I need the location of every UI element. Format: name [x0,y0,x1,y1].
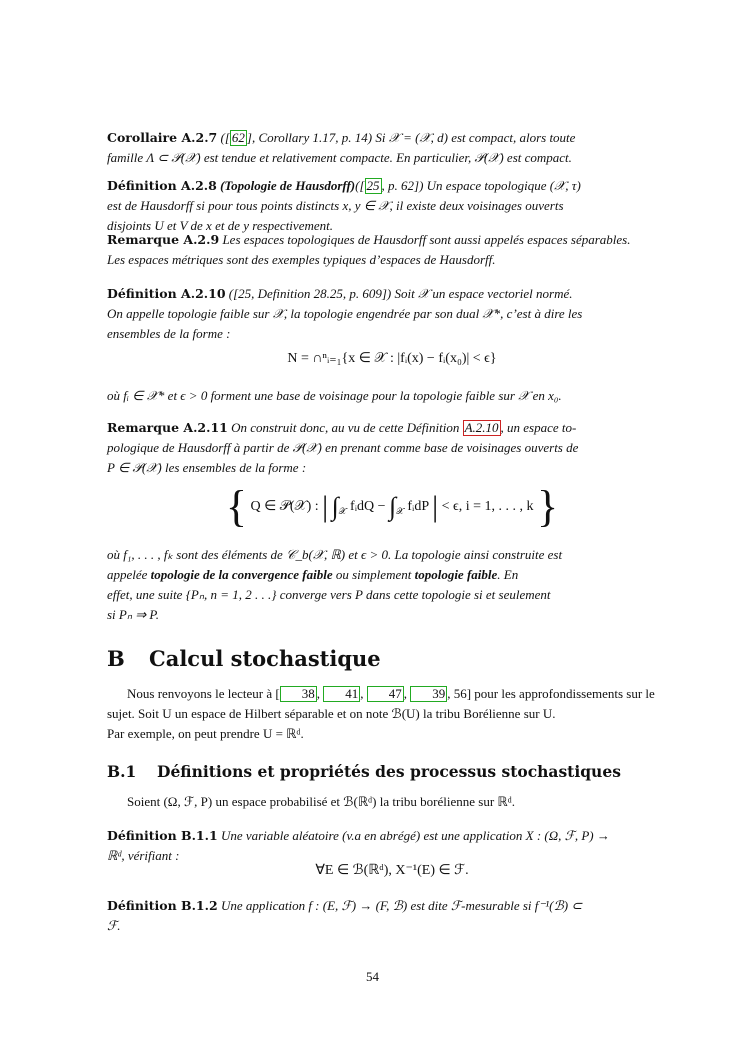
definition-text: Une variable aléatoire (v.a en abrégé) est une application X : (Ω, ℱ, P) → [220,828,610,843]
definition-title: (Topologie de Hausdorff) [220,178,356,193]
citation-link[interactable]: 25 [366,178,380,193]
corollary-a27 [107,128,677,168]
remark-a29 [107,230,677,270]
definition-b11 [107,826,677,866]
equation-weak-topology: N = ∩ⁿᵢ₌₁{x ∈ 𝒳 : |fᵢ(x) − fᵢ(x₀)| < ϵ} [287,351,497,366]
citation-link[interactable]: 62 [231,130,245,145]
definition-lead: Définition B.1.2 [107,898,218,913]
section-b1-intro: Soient (Ω, ℱ, P) un espace probabilisé et ℬ(ℝᵈ) la tribu borélienne sur ℝᵈ. [127,794,516,809]
definition-lead: Définition A.2.10 [107,286,226,301]
corollary-lead: Corollaire A.2.7 [107,130,218,145]
definition-a28 [107,176,677,236]
remark-lead: Remarque A.2.9 [107,232,220,247]
equation-neighbourhood: { Q ∈ 𝒫(𝒳) : | $\int_𝒳$ fᵢdQ − $\int_𝒳$ fᵢdP | < ϵ, i = 1, . . . , k } [225,482,559,531]
left-brace: { [225,482,247,531]
definition-line2: ℱ. [107,918,121,933]
definition-line2: est de Hausdorff si pour tous points distincts x, y ∈ 𝒳, il existe deux voisinages ouverts [107,198,564,213]
definition-text: ([25, Definition 28.25, p. 609]) Soit 𝒳 un espace vectoriel normé. [228,286,573,301]
term-weak-convergence: topologie de la convergence faible [150,567,333,582]
definition-line3: disjoints U et V de x et de y respectivement. [107,218,333,233]
remark-lead: Remarque A.2.11 [107,420,228,435]
citation-link[interactable]: 39 [410,686,447,702]
equation-measurability: ∀E ∈ ℬ(ℝᵈ), X⁻¹(E) ∈ ℱ. [315,863,469,878]
right-brace: } [536,482,559,531]
citation-link[interactable]: 38 [280,686,317,702]
remark-a211-after: où f₁, . . . , fₖ sont des éléments de 𝒞_b(𝒳, ℝ) et ϵ > 0. La topologie ainsi construite est appelée topologie de la convergence faible ou simplement topologie faible. En effet, une suite {Pₙ, n = 1, 2 . . .} converge vers P dans cette topologie si et seulement si Pₙ ⇒ P. [107,547,563,622]
remark-line3: P ∈ 𝒫(𝒳) les ensembles de la forme : [107,460,307,475]
corollary-text: ([ 62 ], Corollary 1.17, p. 14) Si 𝒳 = (𝒳, d) est compact, alors toute [220,130,576,145]
remark-text: Les espaces topologiques de Hausdorff sont aussi appelés espaces séparables. [222,232,631,247]
definition-text: ([ 25 , p. 62]) Un espace topologique (𝒳, τ) [355,178,581,193]
citation-link[interactable]: 41 [323,686,360,702]
term-weak-topology: topologie faible [414,567,498,582]
corollary-line2: famille Λ ⊂ 𝒫(𝒳) est tendue et relativement compacte. En particulier, 𝒫(𝒳) est compact. [107,150,572,165]
section-b-paragraph: Nous renvoyons le lecteur à [ 38 , 41 , 47 , 39 , 56] pour les approfondissements sur le sujet. Soit U un espace de Hilbert séparable et on note ℬ(U) la tribu Borélienne sur U. Par exemple, on peut prendre U = ℝᵈ. [107,686,655,741]
definition-text: Une application f : (E, ℱ) → (F, ℬ) est dite ℱ-mesurable si f⁻¹(ℬ) ⊂ [220,898,583,913]
cross-reference-link[interactable]: A.2.10 [464,420,499,435]
section-heading-b: B Calcul stochastique [107,646,381,671]
remark-line2: pologique de Hausdorff à partir de 𝒫(𝒳) en prenant comme base de voisinages ouverts de [107,440,579,455]
definition-lead: Définition B.1.1 [107,828,218,843]
definition-a210 [107,284,677,344]
remark-a211 [107,418,677,478]
remark-text: On construit donc, au vu de cette Définition A.2.10 , un espace to- [231,420,577,435]
remark-line2: Les espaces métriques sont des exemples typiques d’espaces de Hausdorff. [107,252,496,267]
definition-line2: On appelle topologie faible sur 𝒳, la topologie engendrée par son dual 𝒳*, c’est à dire les [107,306,583,321]
definition-lead: Définition A.2.8 [107,178,217,193]
section-heading-b1: B.1 Définitions et propriétés des processus stochastiques [107,762,621,781]
definition-line2: ℝᵈ, vérifiant : [107,848,180,863]
page-number: 54 [366,969,379,984]
citation-link[interactable]: 47 [367,686,404,702]
definition-line3: ensembles de la forme : [107,326,231,341]
definition-b12 [107,896,677,936]
definition-a210-after: où fᵢ ∈ 𝒳* et ϵ > 0 forment une base de voisinage pour la topologie faible sur 𝒳 en x₀. [107,388,562,403]
